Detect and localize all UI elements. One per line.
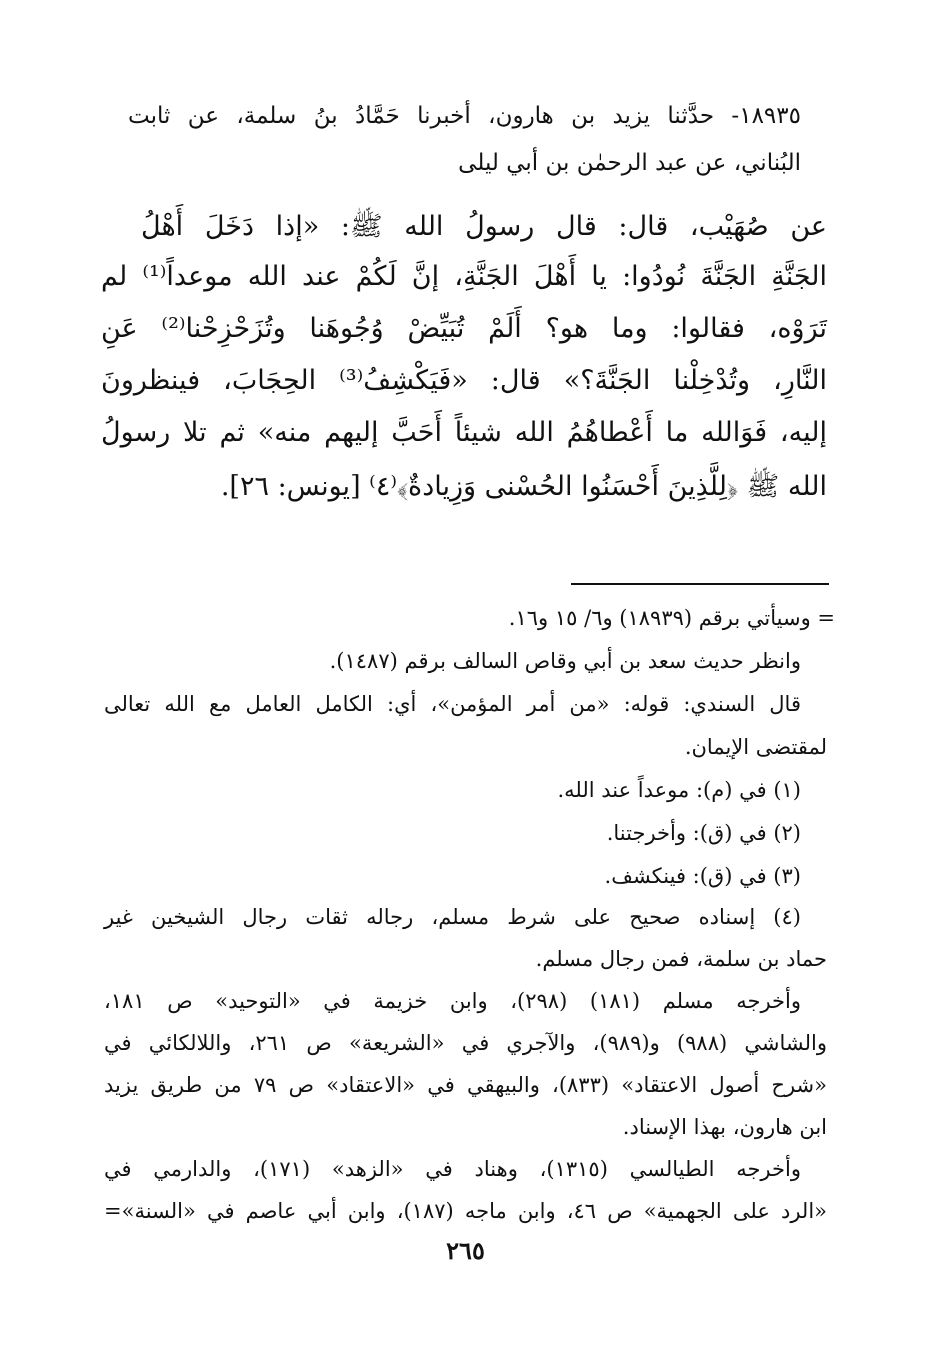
matn-line-1: عن صُهَيْب، قال: قال رسولُ الله ﷺ: «إذا دَخَلَ أَهْلُ	[141, 211, 827, 242]
footnote-1: (١) في (م): موعداً عند الله.	[557, 778, 801, 802]
footnote-4-line-2: حماد بن سلمة، فمن رجال مسلم.	[535, 947, 827, 971]
footnote-4-line-6: ابن هارون، بهذا الإسناد.	[622, 1115, 827, 1139]
matn-line-5: إليه، فَوَالله ما أَعْطاهُمُ الله شيئاً أَحَبَّ إليهم منه» ثم تلا رسولُ	[101, 417, 827, 448]
footnote-line-3: قال السندي: قوله: «من أمر المؤمن»، أي: الكامل العامل مع الله تعالى	[104, 692, 801, 716]
page-number: ٢٦٥	[446, 1236, 485, 1265]
matn-line-4: النَّارِ، وتُدْخِلْنا الجَنَّةَ؟» قال: «فَيَكْشِفُ⁽³⁾ الحِجَابَ، فينظرونَ	[101, 365, 827, 396]
matn-line-3: تَرَوْه، فقالوا: وما هو؟ أَلَمْ تُبَيِّضْ وُجُوهَنا وتُزَحْزِحْنا⁽²⁾ عَنِ	[101, 313, 827, 344]
footnote-3: (٣) في (ق): فينكشف.	[604, 864, 801, 888]
footnote-line-4: لمقتضى الإيمان.	[684, 735, 827, 759]
footnote-2: (٢) في (ق): وأخرجتنا.	[606, 821, 801, 845]
footnote-4-line-5: «شرح أصول الاعتقاد» (٨٣٣)، والبيهقي في «الاعتقاد» ص ٧٩ من طريق يزيد	[104, 1073, 827, 1097]
footnote-separator	[571, 583, 829, 585]
footnote-line-2: وانظر حديث سعد بن أبي وقاص السالف برقم (١٤٨٧).	[329, 649, 801, 673]
isnad-line-2: البُناني، عن عبد الرحمٰن بن أبي ليلى	[458, 150, 801, 176]
footnote-4-line-1: (٤) إسناده صحيح على شرط مسلم، رجاله ثقات رجال الشيخين غير	[104, 905, 801, 929]
matn-line-2: الجَنَّةِ الجَنَّةَ نُودُوا: يا أَهْلَ الجَنَّةِ، إنَّ لَكُمْ عند الله موعداً⁽¹⁾ لم	[101, 261, 828, 292]
footnote-4-line-7: وأخرجه الطيالسي (١٣١٥)، وهناد في «الزهد» (١٧١)، والدارمي في	[104, 1157, 801, 1181]
isnad-line-1: ١٨٩٣٥- حدَّثنا يزيد بن هارون، أخبرنا حَمَّادُ بنُ سلمة، عن ثابت	[128, 103, 801, 129]
matn-line-6: الله ﷺ ﴿لِلَّذِينَ أَحْسَنُوا الحُسْنى وَزِيادةٌ﴾⁽٤⁾ [يونس: ٢٦].	[220, 471, 827, 502]
footnote-4-line-8: «الرد على الجهمية» ص ٤٦، وابن ماجه (١٨٧)، وابن أبي عاصم في «السنة»=	[104, 1199, 827, 1223]
footnote-4-line-3: وأخرجه مسلم (١٨١) (٢٩٨)، وابن خزيمة في «التوحيد» ص ١٨١،	[104, 989, 801, 1013]
footnote-4-line-4: والشاشي (٩٨٨) و(٩٨٩)، والآجري في «الشريعة» ص ٢٦١، واللالكائي في	[104, 1031, 827, 1055]
footnote-line-1: = وسيأتي برقم (١٨٩٣٩) و٦/ ١٥ و١٦.	[508, 606, 835, 630]
